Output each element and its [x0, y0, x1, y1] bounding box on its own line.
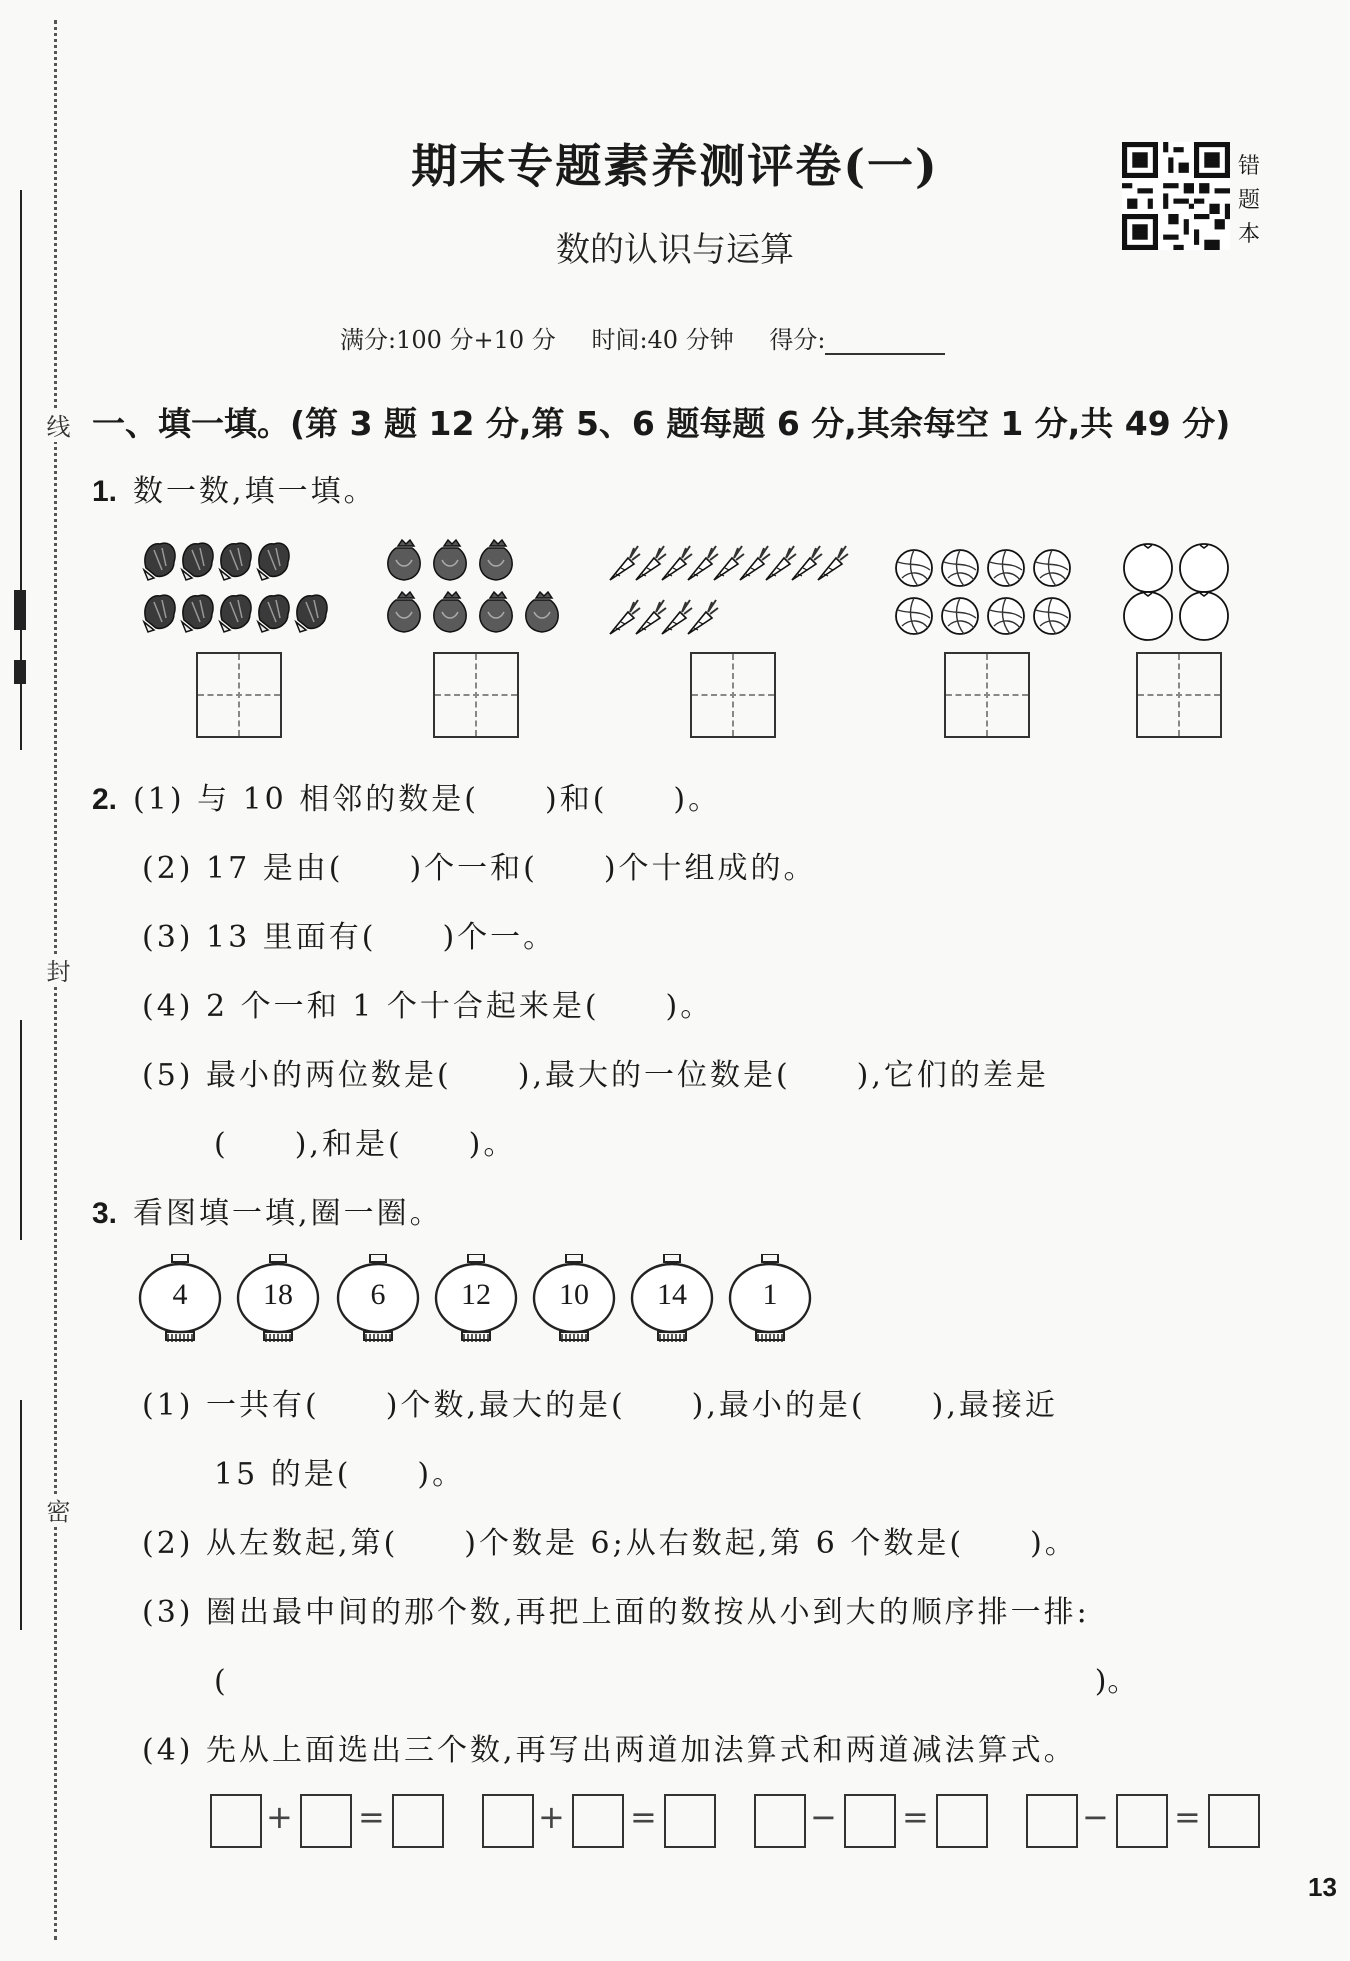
time-limit: 时间:40 分钟 — [591, 326, 734, 354]
margin-mark — [14, 590, 26, 630]
orange-group — [1122, 542, 1238, 644]
answer-grid-orange[interactable] — [1136, 652, 1222, 738]
answer-box[interactable] — [482, 1794, 534, 1848]
minus-sign: − — [810, 1798, 837, 1836]
answer-box[interactable] — [1208, 1794, 1260, 1848]
q2-line: (4) 2 个一和 1 个十合起来是( )。 — [142, 989, 714, 1024]
answer-box[interactable] — [300, 1794, 352, 1848]
section-heading: 一、填一填。(第 3 题 12 分,第 5、6 题每题 6 分,其余每空 1 分,共 49 分) — [92, 404, 1231, 443]
answer-box[interactable] — [936, 1794, 988, 1848]
lantern-number: 4 — [172, 1278, 188, 1311]
page-title: 期末专题素养测评卷(一) — [411, 139, 939, 193]
lantern-number: 1 — [762, 1278, 778, 1311]
q3-line: (1) 一共有( )个数,最大的是( ),最小的是( ),最接近 — [142, 1388, 1058, 1423]
carrot-group — [608, 544, 854, 644]
qr-label-char: 错 — [1238, 154, 1261, 179]
margin-mark — [14, 660, 26, 684]
equals-sign: = — [902, 1798, 929, 1836]
q2-line: (1) 与 10 相邻的数是( )和( )。 — [133, 782, 722, 817]
lantern-number: 14 — [657, 1278, 687, 1311]
question-number: 1. — [92, 475, 118, 508]
question-3 — [92, 1188, 443, 1232]
plus-sign: + — [538, 1798, 565, 1836]
binding-label-line: 线 — [44, 410, 68, 442]
plus-sign: + — [266, 1798, 293, 1836]
minus-sign: − — [1082, 1798, 1109, 1836]
answer-grid-ball[interactable] — [944, 652, 1030, 738]
lantern-number: 12 — [461, 1278, 491, 1311]
lantern-number: 10 — [559, 1278, 589, 1311]
question-number: 3. — [92, 1197, 118, 1230]
answer-box[interactable] — [392, 1794, 444, 1848]
full-score: 满分:100 分+10 分 — [340, 326, 556, 354]
question-2 — [92, 774, 721, 818]
equals-sign: = — [358, 1798, 385, 1836]
q3-line: ( )。 — [214, 1664, 1139, 1699]
answer-box[interactable] — [1026, 1794, 1078, 1848]
lantern[interactable] — [630, 1254, 714, 1342]
lantern[interactable] — [532, 1254, 616, 1342]
lantern[interactable] — [434, 1254, 518, 1342]
lantern[interactable] — [728, 1254, 812, 1342]
page-number: 13 — [1308, 1872, 1337, 1902]
answer-box[interactable] — [844, 1794, 896, 1848]
answer-box[interactable] — [572, 1794, 624, 1848]
question-number: 2. — [92, 783, 118, 816]
q3-line: (3) 圈出最中间的那个数,再把上面的数按从小到大的顺序排一排: — [142, 1595, 1090, 1630]
qr-label — [1238, 150, 1268, 252]
answer-grid-cabbage[interactable] — [196, 652, 282, 738]
lantern[interactable] — [138, 1254, 222, 1342]
q2-line: (2) 17 是由( )个一和( )个十组成的。 — [142, 851, 817, 886]
q3-line: (2) 从左数起,第( )个数是 6;从右数起,第 6 个数是( )。 — [142, 1526, 1078, 1561]
answer-box[interactable] — [754, 1794, 806, 1848]
q2-line: (3) 13 里面有( )个一。 — [142, 920, 557, 955]
answer-grid-bag[interactable] — [433, 652, 519, 738]
bag-group — [384, 538, 574, 642]
lantern-number: 18 — [263, 1278, 293, 1311]
qr-label-char: 本 — [1238, 222, 1261, 247]
lantern[interactable] — [236, 1254, 320, 1342]
equals-sign: = — [1174, 1798, 1201, 1836]
score-blank[interactable] — [825, 331, 945, 355]
qr-code-icon[interactable] — [1122, 142, 1230, 250]
question-1 — [92, 466, 377, 510]
question-text: 看图填一填,圈一圈。 — [133, 1196, 443, 1231]
exam-meta — [340, 320, 973, 355]
q2-line: (5) 最小的两位数是( ),最大的一位数是( ),它们的差是 — [142, 1058, 1049, 1093]
q3-line: 15 的是( )。 — [214, 1457, 466, 1492]
answer-box[interactable] — [210, 1794, 262, 1848]
page-subtitle: 数的认识与运算 — [556, 230, 794, 270]
question-text: 数一数,填一填。 — [133, 474, 377, 509]
qr-label-char: 题 — [1238, 188, 1261, 213]
margin-school-line — [20, 1400, 22, 1630]
margin-class-line — [20, 1020, 22, 1240]
lantern[interactable] — [336, 1254, 420, 1342]
lantern-number: 6 — [370, 1278, 386, 1311]
equals-sign: = — [630, 1798, 657, 1836]
cabbage-group — [140, 540, 350, 640]
ball-group — [894, 548, 1084, 642]
q2-line: ( ),和是( )。 — [214, 1127, 517, 1162]
answer-box[interactable] — [1116, 1794, 1168, 1848]
binding-label-bind: 密 — [44, 1495, 68, 1527]
binding-label-seal: 封 — [44, 955, 68, 987]
answer-box[interactable] — [664, 1794, 716, 1848]
q3-line: (4) 先从上面选出三个数,再写出两道加法算式和两道减法算式。 — [142, 1733, 1077, 1768]
answer-grid-carrot[interactable] — [690, 652, 776, 738]
score-label: 得分: — [769, 326, 826, 354]
